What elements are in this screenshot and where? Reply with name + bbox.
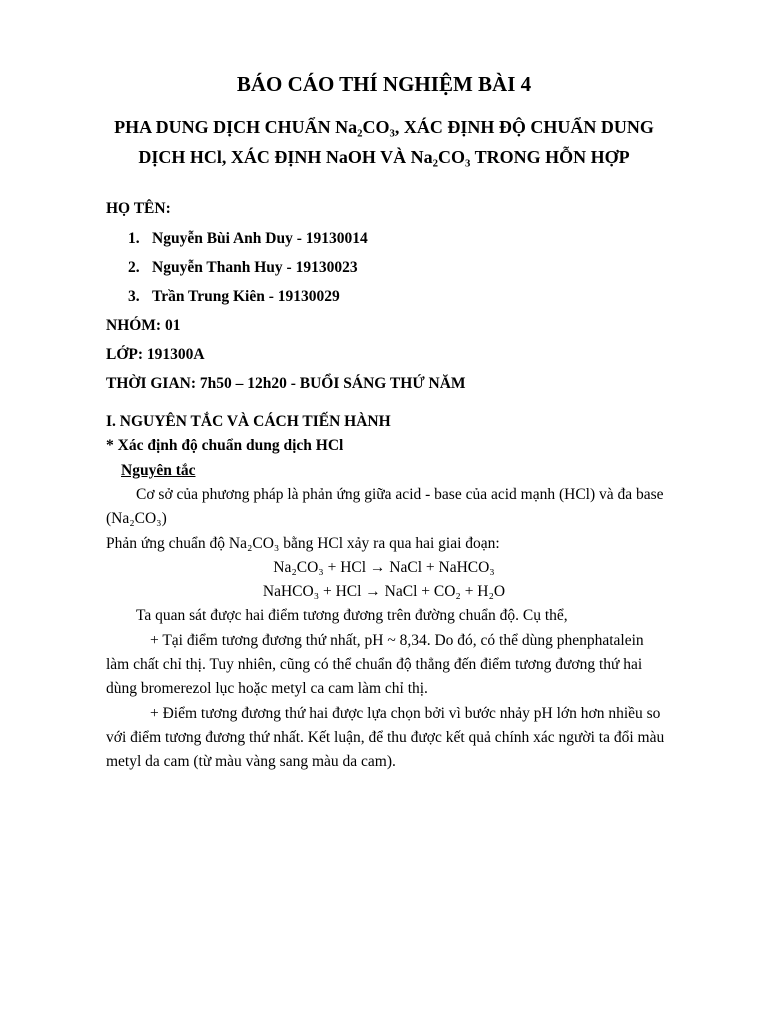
- member-item: [128, 259, 358, 277]
- subtitle-line-1: PHA DUNG DỊCH CHUẨN Na₂CO₃, XÁC ĐỊNH ĐỘ CHUẨN DUNG: [114, 117, 654, 137]
- para3: Ta quan sát được hai điểm tương đương trên đường chuẩn độ. Cụ thể,: [136, 607, 568, 624]
- para4-line1: + Tại điểm tương đương thứ nhất, pH ~ 8,34. Do đó, có thể dùng phenphatalein: [150, 632, 644, 649]
- member-number: 1.: [128, 230, 140, 247]
- report-subtitle: [100, 112, 668, 172]
- member-name: Nguyễn Thanh Huy - 19130023: [152, 259, 358, 276]
- principle-label: Nguyên tắc: [121, 462, 196, 479]
- equation-1: Na₂CO₃ + HCl → NaCl + NaHCO₃: [273, 559, 495, 576]
- report-title: BÁO CÁO THÍ NGHIỆM BÀI 4: [236, 72, 532, 96]
- equation-2: NaHCO₃ + HCl → NaCl + CO₂ + H₂O: [262, 583, 506, 600]
- class-info: LỚP: 191300A: [106, 346, 205, 363]
- group-info: NHÓM: 01: [106, 317, 181, 334]
- para4-line2: làm chất chỉ thị. Tuy nhiên, cũng có thể chuẩn độ thẳng đến điểm tương đương thứ hai: [106, 656, 643, 673]
- section-heading: I. NGUYÊN TẮC VÀ CÁCH TIẾN HÀNH: [106, 413, 391, 430]
- para1-line1: Cơ sở của phương pháp là phản ứng giữa acid - base của acid mạnh (HCl) và đa base: [136, 486, 664, 503]
- member-number: 3.: [128, 288, 140, 305]
- member-number: 2.: [128, 259, 140, 276]
- para1-line2: (Na₂CO₃): [106, 510, 167, 527]
- member-name: Trần Trung Kiên - 19130029: [152, 288, 340, 305]
- para5-line3: metyl da cam (từ màu vàng sang màu da cam).: [106, 753, 396, 770]
- para5-line1: + Điểm tương đương thứ hai được lựa chọn bởi vì bước nhảy pH lớn hơn nhiều so: [150, 705, 661, 722]
- para5-line2: với điểm tương đương thứ nhất. Kết luận, để thu được kết quả chính xác người ta đổi màu: [106, 729, 665, 746]
- section-subheading: * Xác định độ chuẩn dung dịch HCl: [106, 437, 344, 454]
- member-item: [128, 230, 368, 248]
- para4-line3: dùng bromerezol lục hoặc metyl ca cam làm chỉ thị.: [106, 680, 428, 697]
- name-label: HỌ TÊN:: [106, 200, 171, 217]
- member-name: Nguyễn Bùi Anh Duy - 19130014: [152, 230, 368, 247]
- para2: Phản ứng chuẩn độ Na₂CO₃ bằng HCl xảy ra qua hai giai đoạn:: [106, 535, 500, 552]
- subtitle-line-2: DỊCH HCl, XÁC ĐỊNH NaOH VÀ Na₂CO₃ TRONG HỖN HỢP: [138, 147, 630, 167]
- time-info: THỜI GIAN: 7h50 – 12h20 - BUỔI SÁNG THỨ NĂM: [106, 375, 466, 392]
- member-item: [128, 288, 340, 306]
